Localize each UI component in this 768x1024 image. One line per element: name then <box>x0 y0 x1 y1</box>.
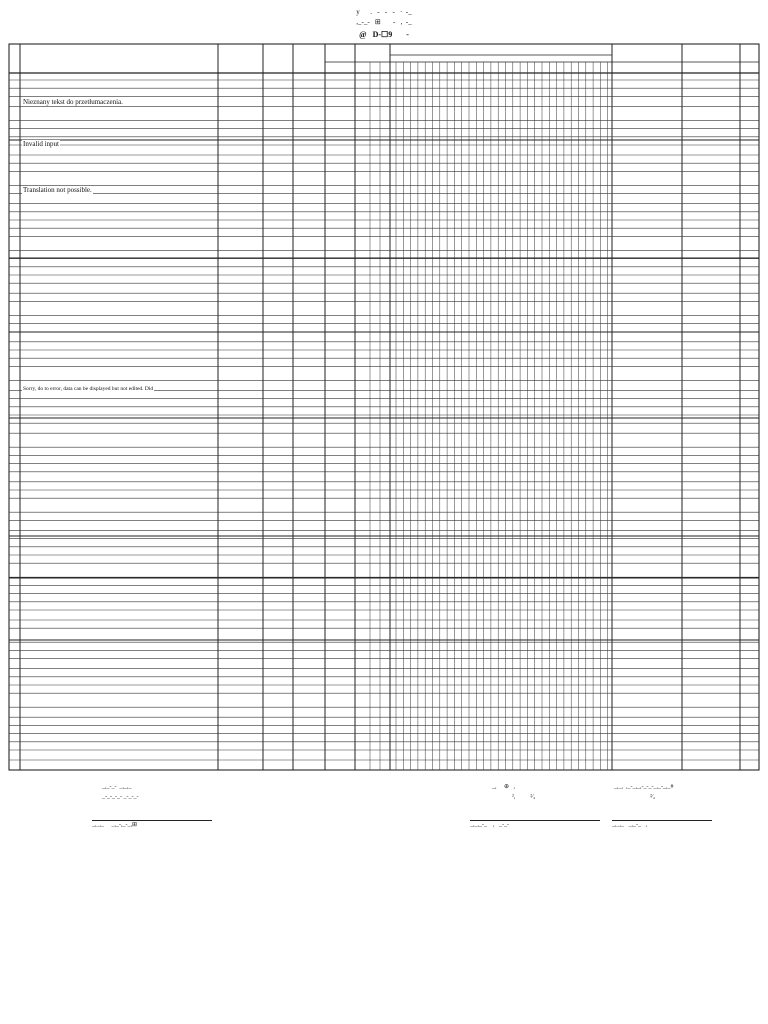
footer-mid-2: ², ²⁄₄ <box>512 794 536 800</box>
cell-note-1: Nieznany tekst do przetłumaczenia. <box>23 98 123 106</box>
form-header-line-2: ,_-_- ⊞ - , -_ <box>356 18 412 26</box>
cell-note-2: Invalid input <box>23 140 59 148</box>
cell-note-3: Translation not possible. <box>23 186 92 194</box>
signature-line-3: _,_,_ _,_-_ , <box>612 820 712 829</box>
footer-left-1: _,_-_- _,_,_ <box>102 784 132 790</box>
cell-note-4: Sorry, do to error, data can be displayed but not edited. Did <box>23 386 154 392</box>
signature-line-1: _,_,_ _,_-,_-_,⊞ <box>92 820 212 829</box>
footer-right-1: _,_, ,_-_,_,-_-_-_,_-_,_# <box>614 784 674 790</box>
footer-mid-1: _, ⊕ , <box>492 784 516 790</box>
signature-line-2: _,_,_-_ , _-_- <box>470 820 600 829</box>
form-title: @ D-☐9 - <box>359 30 409 39</box>
form-header-line-1: y . - - - · -_ <box>356 8 412 16</box>
footer-right-2: ²⁄₄ <box>650 794 655 800</box>
footer-left-2: _-_-_-_- _-_-_- <box>102 794 139 800</box>
